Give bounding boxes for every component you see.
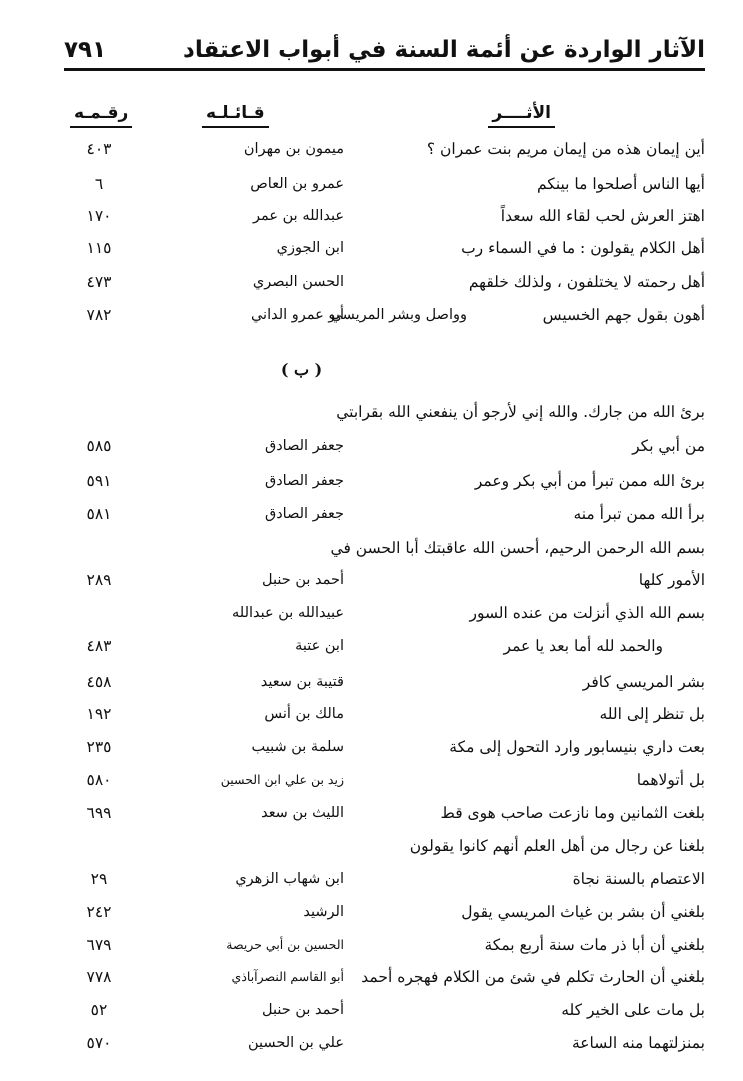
column-header-qail: قـائـلـه	[202, 100, 269, 128]
table-row	[64, 666, 705, 698]
qail-name: الرشيد	[303, 904, 344, 920]
qail-name: الليث بن سعد	[261, 805, 344, 821]
raqm-number: ٢٤٢	[86, 903, 112, 921]
athar-text: بلغني أن الحارث تكلم في شئ من الكلام فهجره أحمد	[361, 968, 705, 986]
raqm-number: ٥٨١	[86, 505, 112, 523]
qail-name: ابن عتبة	[295, 638, 344, 654]
raqm-number: ١٩٢	[86, 705, 112, 723]
athar-text: بلغني أن بشر بن غياث المريسي يقول	[461, 903, 705, 921]
raqm-number: ٤٨٣	[86, 637, 112, 655]
qail-name: مالك بن أنس	[264, 706, 344, 722]
section-letter-label: ( ب )	[280, 360, 323, 379]
athar-text: بمنزلتهما منه الساعة	[571, 1034, 705, 1052]
athar-text: بسم الله الذي أنزلت من عنده السور	[469, 604, 705, 622]
qail-name: أحمد بن حنبل	[262, 572, 344, 588]
athar-text: والحمد لله أما بعد يا عمر	[503, 637, 663, 655]
table-row	[64, 1027, 705, 1059]
running-title: الآثار الواردة عن أئمة السنة في أبواب الاعتقاد	[183, 37, 705, 63]
athar-text: اهتز العرش لحب لقاء الله سعداً	[500, 207, 705, 225]
qail-name: الحسين بن أبي حريصة	[226, 937, 344, 952]
table-row	[64, 232, 705, 264]
raqm-number: ٢٩	[90, 870, 108, 888]
raqm-number: ٦	[94, 175, 104, 193]
qail-name: جعفر الصادق	[264, 506, 344, 522]
raqm-number: ٤٧٣	[86, 273, 112, 291]
table-row	[64, 929, 705, 961]
raqm-number: ٥٨٠	[86, 771, 112, 789]
table-row	[64, 797, 705, 829]
table-row	[64, 396, 705, 428]
athar-text: بلغني أن أبا ذر مات سنة أربع بمكة	[484, 936, 705, 954]
raqm-number: ٤٥٨	[86, 673, 112, 691]
qail-name: الحسن البصري	[252, 274, 344, 290]
athar-text: الاعتصام بالسنة نجاة	[572, 870, 705, 888]
table-row	[64, 498, 705, 530]
table-row	[64, 266, 705, 298]
raqm-number: ٧٨٢	[86, 306, 112, 324]
table-row	[64, 200, 705, 232]
athar-text: الأمور كلها	[638, 571, 705, 589]
table-row	[64, 133, 705, 165]
athar-text: أهل الكلام يقولون : ما في السماء رب	[461, 239, 705, 257]
athar-text: بلغنا عن رجال من أهل العلم أنهم كانوا يقولون	[409, 837, 705, 855]
athar-text: بلغت الثمانين وما نازعت صاحب هوى قط	[440, 804, 705, 822]
table-row	[64, 698, 705, 730]
raqm-number: ٥٧٠	[86, 1034, 112, 1052]
table-row	[64, 597, 705, 629]
table-row	[64, 465, 705, 497]
table-row	[64, 863, 705, 895]
table-row	[64, 764, 705, 796]
qail-name: جعفر الصادق	[264, 473, 344, 489]
page-number: ٧٩١	[64, 37, 107, 63]
athar-text: بل أتولاهما	[636, 771, 705, 789]
raqm-number: ٥٨٥	[86, 437, 112, 455]
athar-text: أهون بقول جهم الخسيس	[542, 306, 705, 324]
athar-text: بل تنظر إلى الله	[599, 705, 705, 723]
table-row	[64, 731, 705, 763]
raqm-number: ٦٩٩	[86, 804, 112, 822]
athar-text: بشر المريسي كافر	[582, 673, 705, 691]
raqm-number: ١٧٠	[86, 207, 112, 225]
athar-text: برأ الله ممن تبرأ منه	[573, 505, 705, 523]
raqm-number: ٦٧٩	[86, 936, 112, 954]
column-header-raqm: رقـمـه	[70, 100, 132, 128]
qail-name: سلمة بن شبيب	[251, 739, 344, 755]
qail-name: قتيبة بن سعيد	[260, 674, 344, 690]
table-row	[64, 299, 705, 331]
qail-name: عمرو بن العاص	[250, 176, 344, 192]
qail-name: علي بن الحسين	[248, 1035, 344, 1051]
raqm-number: ٢٣٥	[86, 738, 112, 756]
athar-text: بعت داري بنيسابور وارد التحول إلى مكة	[449, 738, 705, 756]
qail-name: أبو عمرو الداني	[250, 307, 344, 323]
athar-text: برئ الله من جارك. والله إني لأرجو أن ينفعني الله بقرابتي	[336, 403, 705, 421]
qail-name: عبيدالله بن عبدالله	[232, 605, 344, 621]
raqm-number: ٥٩١	[86, 472, 112, 490]
raqm-number: ٥٢	[90, 1001, 108, 1019]
athar-text: أهل رحمته لا يختلفون ، ولذلك خلقهم	[468, 273, 705, 291]
qail-name: ميمون بن مهران	[243, 141, 344, 157]
table-row	[64, 961, 705, 993]
qail-name: ابن شهاب الزهري	[235, 871, 344, 887]
raqm-number: ٢٨٩	[86, 571, 112, 589]
table-row	[64, 630, 705, 662]
athar-text: أيها الناس أصلحوا ما بينكم	[536, 175, 705, 193]
qail-name: زيد بن علي ابن الحسين	[220, 772, 344, 787]
qail-name: أبو القاسم النصرآباذي	[231, 969, 344, 984]
table-row	[64, 532, 705, 564]
table-row	[64, 830, 705, 862]
table-row	[64, 896, 705, 928]
athar-text: أين إيمان هذه من إيمان مريم بنت عمران ؟	[426, 140, 705, 158]
table-row	[64, 564, 705, 596]
table-row	[64, 994, 705, 1026]
athar-text: برئ الله ممن تبرأ من أبي بكر وعمر	[474, 472, 705, 490]
table-row	[64, 168, 705, 200]
qail-name: ابن الجوزي	[276, 240, 344, 256]
athar-text: من أبي بكر	[632, 437, 705, 455]
table-row	[64, 430, 705, 462]
athar-text: بل مات على الخير كله	[561, 1001, 705, 1019]
raqm-number: ٤٠٣	[86, 140, 112, 158]
athar-text-continuation: وواصل وبشر المريسي	[330, 307, 467, 323]
raqm-number: ١١٥	[86, 239, 112, 257]
qail-name: جعفر الصادق	[264, 438, 344, 454]
column-header-athar: الأثــــر	[488, 100, 555, 128]
qail-name: عبدالله بن عمر	[253, 208, 344, 224]
athar-text: بسم الله الرحمن الرحيم، أحسن الله عاقبتك أبا الحسن في	[330, 539, 705, 557]
index-table	[64, 0, 705, 1081]
raqm-number: ٧٧٨	[86, 968, 112, 986]
qail-name: أحمد بن حنبل	[262, 1002, 344, 1018]
